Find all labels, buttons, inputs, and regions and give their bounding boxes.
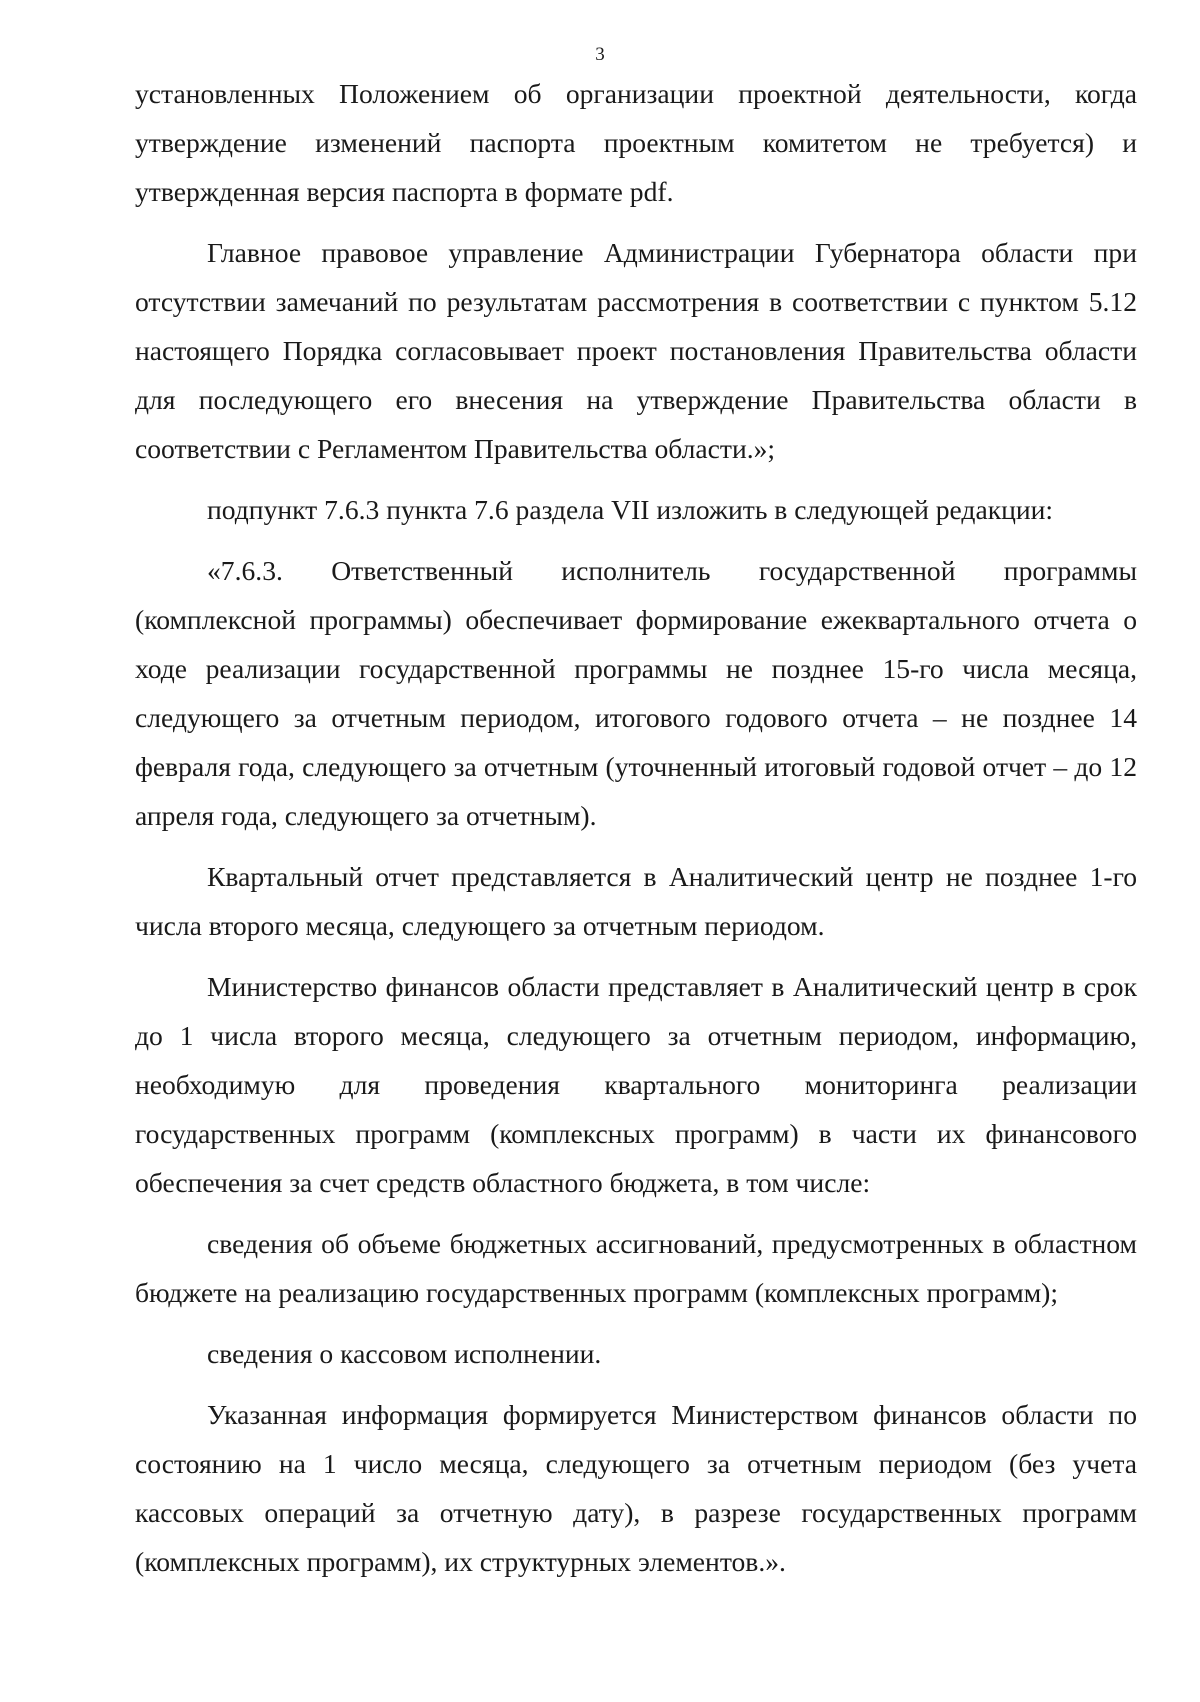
paragraph-legal-department: Главное правовое управление Администрации Губернатора области при отсутствии замечаний по результатам рассмотрения в соответствии с пунктом 5.12 настоящего Порядка согласовывает проект постановления Правительства области для последующего его внесения на утверждение Правительства области в соответствии с Регламентом Правительства области.»;	[135, 237, 1137, 464]
paragraph-info-formation: Указанная информация формируется Министерством финансов области по состоянию на 1 число месяца, следующего за отчетным периодом (без учета кассовых операций за отчетную дату), в разрезе государственных программ (комплексных программ), их структурных элементов.».	[135, 1399, 1137, 1577]
paragraph-budget-allocations: сведения об объеме бюджетных ассигнований, предусмотренных в областном бюджете на реализацию государственных программ (комплексных программ);	[135, 1228, 1137, 1308]
paragraph-subclause-intro: подпункт 7.6.3 пункта 7.6 раздела VII изложить в следующей редакции:	[207, 494, 1054, 525]
paragraph-clause-7-6-3: «7.6.3. Ответственный исполнитель государственной программы (комплексной программы) обеспечивает формирование ежеквартального отчета о ходе реализации государственной программы не позднее 15-го числа месяца, следующего за отчетным периодом, итогового годового отчета – не позднее 14 февраля года, следующего за отчетным (уточненный итоговый годовой отчет – до 12 апреля года, следующего за отчетным).	[135, 555, 1137, 831]
paragraph-quarterly-report: Квартальный отчет представляется в Аналитический центр не позднее 1-го числа второго месяца, следующего за отчетным периодом.	[135, 861, 1137, 941]
page-number: 3	[595, 44, 605, 65]
paragraph-ministry-finance: Министерство финансов области представляет в Аналитический центр в срок до 1 числа второго месяца, следующего за отчетным периодом, информацию, необходимую для проведения квартального мониторинга реализации государственных программ (комплексных программ) в части их финансового обеспечения за счет средств областного бюджета, в том числе:	[135, 971, 1137, 1198]
paragraph-cash-execution: сведения о кассовом исполнении.	[207, 1338, 602, 1369]
document-body	[135, 69, 1137, 1586]
paragraph-passport-approval: установленных Положением об организации проектной деятельности, когда утверждение изменений паспорта проектным комитетом не требуется) и утвержденная версия паспорта в формате pdf.	[135, 78, 1137, 207]
